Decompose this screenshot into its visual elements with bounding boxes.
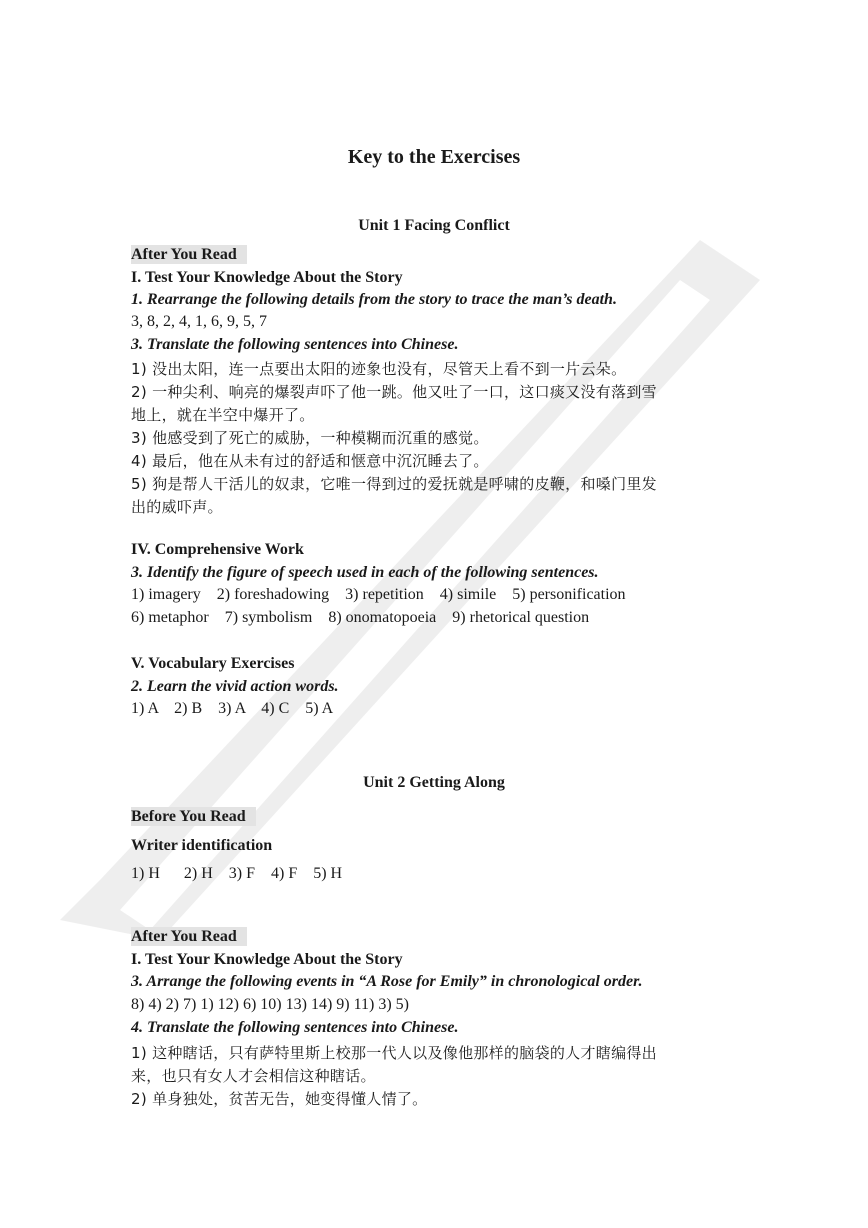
section-heading: I. Test Your Knowledge About the Story: [131, 269, 403, 286]
answer-line: 2) 一种尖利、响亮的爆裂声吓了他一跳。他又吐了一口，这口痰又没有落到雪: [131, 383, 657, 401]
unit-2-heading: Unit 2 Getting Along: [363, 774, 505, 791]
answer-line: 4) 最后，他在从未有过的舒适和惬意中沉沉睡去了。: [131, 452, 489, 470]
before-you-read-label: Before You Read: [131, 807, 256, 826]
page-title: Key to the Exercises: [347, 146, 521, 168]
section-heading: Writer identification: [131, 837, 273, 854]
question-heading: 2. Learn the vivid action words.: [131, 678, 339, 695]
question-heading: 3. Translate the following sentences into Chinese.: [131, 336, 459, 353]
answer-line: 8) 4) 2) 7) 1) 12) 6) 10) 13) 14) 9) 11) 3) 5): [131, 996, 409, 1013]
answer-line: 6) metaphor 7) symbolism 8) onomatopoeia 9) rhetorical question: [131, 609, 590, 626]
answer-line: 3) 他感受到了死亡的威胁，一种模糊而沉重的感觉。: [131, 429, 489, 447]
answer-line: 1) 没出太阳，连一点要出太阳的迹象也没有，尽管天上看不到一片云朵。: [131, 360, 627, 378]
answer-line: 1) A 2) B 3) A 4) C 5) A: [131, 700, 334, 717]
answer-line: 1) 这种瞎话，只有萨特里斯上校那一代人以及像他那样的脑袋的人才瞎编得出: [131, 1044, 657, 1062]
after-you-read-label: After You Read: [131, 927, 247, 946]
section-heading: IV. Comprehensive Work: [131, 541, 304, 558]
question-heading: 3. Identify the figure of speech used in each of the following sentences.: [131, 564, 599, 581]
answer-line: 出的威吓声。: [131, 498, 223, 516]
answer-line: 地上，就在半空中爆开了。: [131, 406, 315, 424]
answer-line: 5) 狗是帮人干活儿的奴隶，它唯一得到过的爱抚就是呼啸的皮鞭，和嗓门里发: [131, 475, 657, 493]
question-heading: 4. Translate the following sentences into Chinese.: [131, 1019, 459, 1036]
answer-line: 来，也只有女人才会相信这种瞎话。: [131, 1067, 376, 1085]
answer-line: 3, 8, 2, 4, 1, 6, 9, 5, 7: [131, 313, 267, 330]
answer-line: 1) H 2) H 3) F 4) F 5) H: [131, 865, 343, 882]
answer-line: 1) imagery 2) foreshadowing 3) repetition 4) simile 5) personification: [131, 586, 626, 603]
section-heading: V. Vocabulary Exercises: [131, 655, 295, 672]
after-you-read-label: After You Read: [131, 245, 247, 264]
question-heading: 1. Rearrange the following details from the story to trace the man’s death.: [131, 291, 617, 308]
unit-1-heading: Unit 1 Facing Conflict: [358, 217, 510, 234]
question-heading: 3. Arrange the following events in “A Rose for Emily” in chronological order.: [131, 973, 643, 990]
answer-line: 2) 单身独处，贫苦无告，她变得懂人情了。: [131, 1090, 428, 1108]
section-heading: I. Test Your Knowledge About the Story: [131, 951, 403, 968]
